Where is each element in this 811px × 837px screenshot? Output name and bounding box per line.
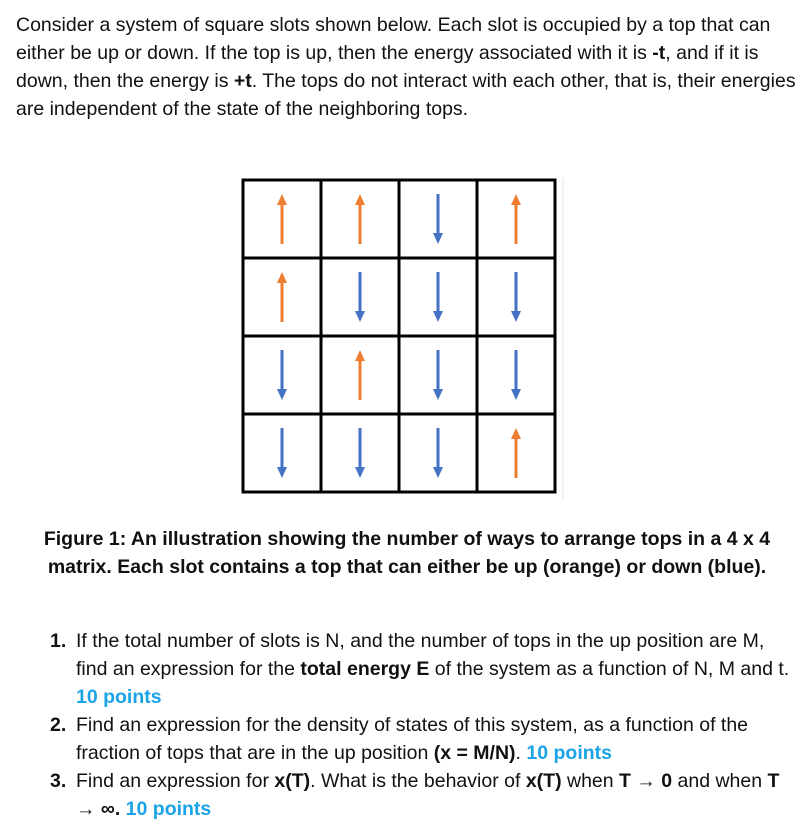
- points-label: 10 points: [125, 798, 212, 820]
- question-text: Find an expression for the density of states of this system, as a function of the fraction of tops that are in the up position: [76, 714, 749, 764]
- question-bold-term: x(T): [274, 770, 311, 792]
- question-bold-term: total energy E: [300, 658, 430, 680]
- tops-grid-figure: [240, 178, 572, 500]
- intro-text-2: , and if it is down, then the energy is: [16, 42, 759, 92]
- arrow-up-icon: [277, 194, 287, 244]
- question-item: [20, 711, 800, 767]
- arrow-down-icon: [433, 350, 443, 400]
- points-label: 10 points: [526, 742, 612, 764]
- question-number: 3.: [50, 770, 67, 792]
- question-text: of the system as a function of N, M and t.: [429, 658, 790, 680]
- question-bold-term: (x = M/N): [433, 742, 516, 764]
- intro-text-1: Consider a system of square slots shown below. Each slot is occupied by a top that can either be up or down. If the top is up, then the energy associated with it is: [16, 14, 771, 64]
- problem-intro: [16, 11, 796, 123]
- arrow-down-icon: [355, 272, 365, 322]
- arrow-down-icon: [355, 428, 365, 478]
- arrow-up-icon: [355, 350, 365, 400]
- question-bold-term: T → 0: [619, 770, 673, 792]
- question-text: If the total number of slots is N, and the number of tops in the up position are M, find an expression for the: [76, 630, 765, 680]
- arrow-up-icon: [277, 272, 287, 322]
- arrow-down-icon: [433, 272, 443, 322]
- arrow-down-icon: [511, 350, 521, 400]
- arrow-down-icon: [433, 194, 443, 244]
- intro-text-3: . The tops do not interact with each other, that is, their energies are independent of the state of the neighboring tops.: [16, 70, 796, 120]
- tops-grid: [240, 178, 572, 500]
- question-item: [20, 767, 800, 823]
- arrow-up-icon: [355, 194, 365, 244]
- arrow-down-icon: [511, 272, 521, 322]
- arrow-down-icon: [433, 428, 443, 478]
- question-text: when: [561, 770, 620, 792]
- question-number: 1.: [50, 630, 67, 652]
- question-text: Find an expression for: [76, 770, 275, 792]
- energy-down-value: +t: [233, 70, 252, 92]
- points-label: 10 points: [76, 686, 162, 708]
- question-bold-term: x(T): [525, 770, 562, 792]
- question-item: [20, 627, 800, 711]
- figure-caption: Figure 1: An illustration showing the number of ways to arrange tops in a 4 x 4 matrix. Each slot contains a top that can either be up (orange) or down (blue).: [43, 528, 771, 578]
- question-list: [20, 627, 800, 823]
- question-text: . What is the behavior of: [310, 770, 526, 792]
- question-number: 2.: [50, 714, 67, 736]
- energy-up-value: -t: [652, 42, 666, 64]
- arrow-down-icon: [277, 350, 287, 400]
- question-bold-term: T → ∞.: [76, 770, 780, 820]
- arrow-down-icon: [277, 428, 287, 478]
- question-text: and when: [672, 770, 768, 792]
- question-text: .: [515, 742, 527, 764]
- arrow-up-icon: [511, 428, 521, 478]
- arrow-up-icon: [511, 194, 521, 244]
